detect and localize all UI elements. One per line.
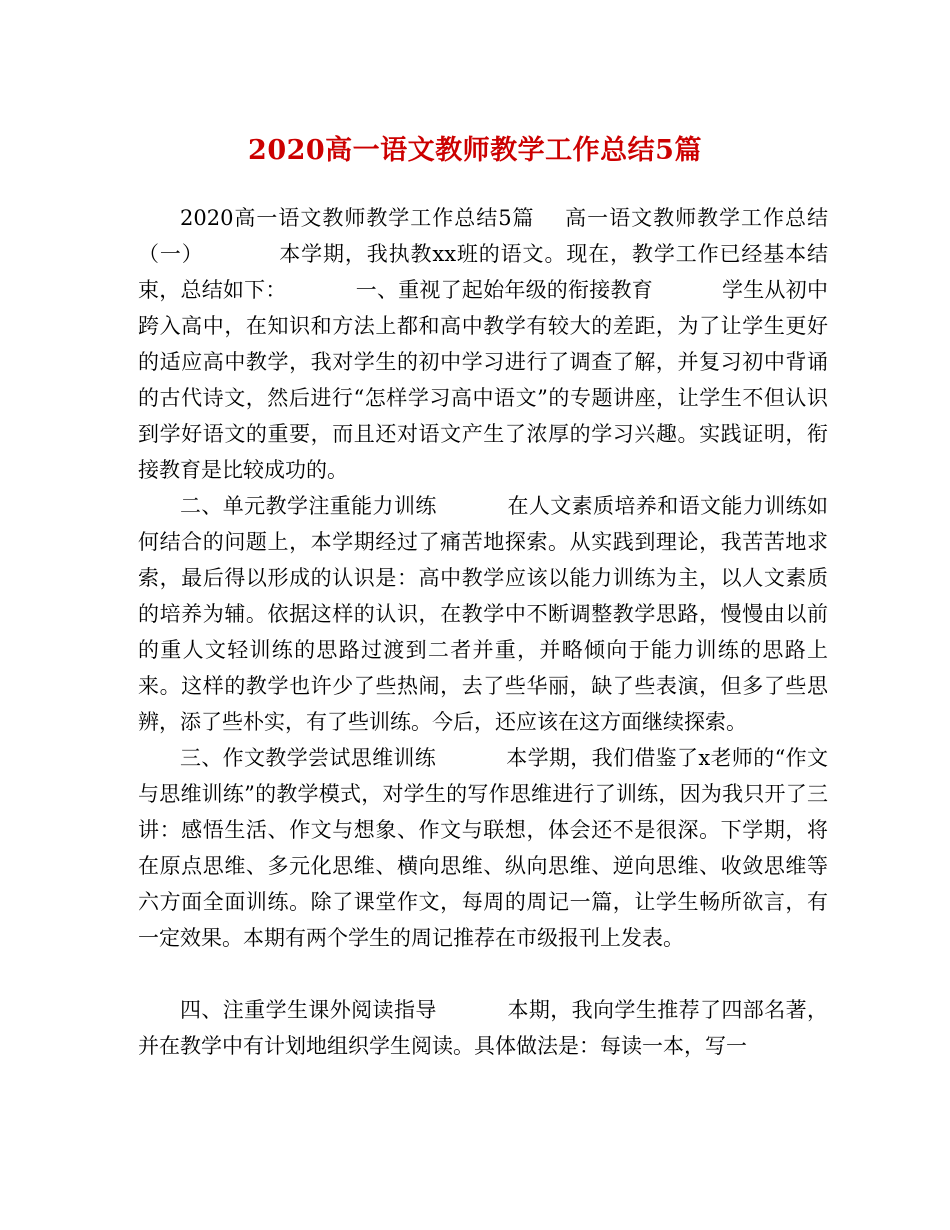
document-title: 2020高一语文教师教学工作总结5篇 <box>248 135 702 166</box>
paragraph-section-2: 二、单元教学注重能力训练 在人文素质培养和语文能力训练如何结合的问题上，本学期经过了痛苦地探索。从实践到理论，我苦苦地求索，最后得以形成的认识是：高中教学应该以能力训练为主，以人文素质的培养为辅。依据这样的认识，在教学中不断调整教学思路，慢慢由以前的重人文轻训练的思路过渡到二者并重，并略倾向于能力训练的思路上来。这样的教学也许少了些热闹，去了些华丽，缺了些表演，但多了些思辨，添了些朴实，有了些训练。今后，还应该在这方面继续探索。 <box>138 494 828 734</box>
paragraph-section-4: 四、注重学生课外阅读指导 本期，我向学生推荐了四部名著，并在教学中有计划地组织学生阅读。具体做法是：每读一本，写一 <box>138 998 828 1058</box>
paragraph-intro: 2020高一语文教师教学工作总结5篇 高一语文教师教学工作总结（一） 本学期，我执教xx班的语文。现在，教学工作已经基本结束，总结如下： 一、重视了起始年级的衔接教育 学生从初中跨入高中，在知识和方法上都和高中教学有较大的差距，为了让学生更好的适应高中教学，我对学生的初中学习进行了调查了解，并复习初中背诵的古代诗文，然后进行“怎样学习高中语文”的专题讲座，让学生不但认识到学好语文的重要，而且还对语文产生了浓厚的学习兴趣。实践证明，衔接教育是比较成功的。 <box>138 206 828 482</box>
paragraph-section-3: 三、作文教学尝试思维训练 本学期，我们借鉴了x老师的“作文与思维训练”的教学模式，对学生的写作思维进行了训练，因为我只开了三讲：感悟生活、作文与想象、作文与联想，体会还不是很深。下学期，将在原点思维、多元化思维、横向思维、纵向思维、逆向思维、收敛思维等六方面全面训练。除了课堂作文，每周的周记一篇，让学生畅所欲言，有一定效果。本期有两个学生的周记推荐在市级报刊上发表。 <box>138 746 828 950</box>
document-body <box>138 200 828 1064</box>
